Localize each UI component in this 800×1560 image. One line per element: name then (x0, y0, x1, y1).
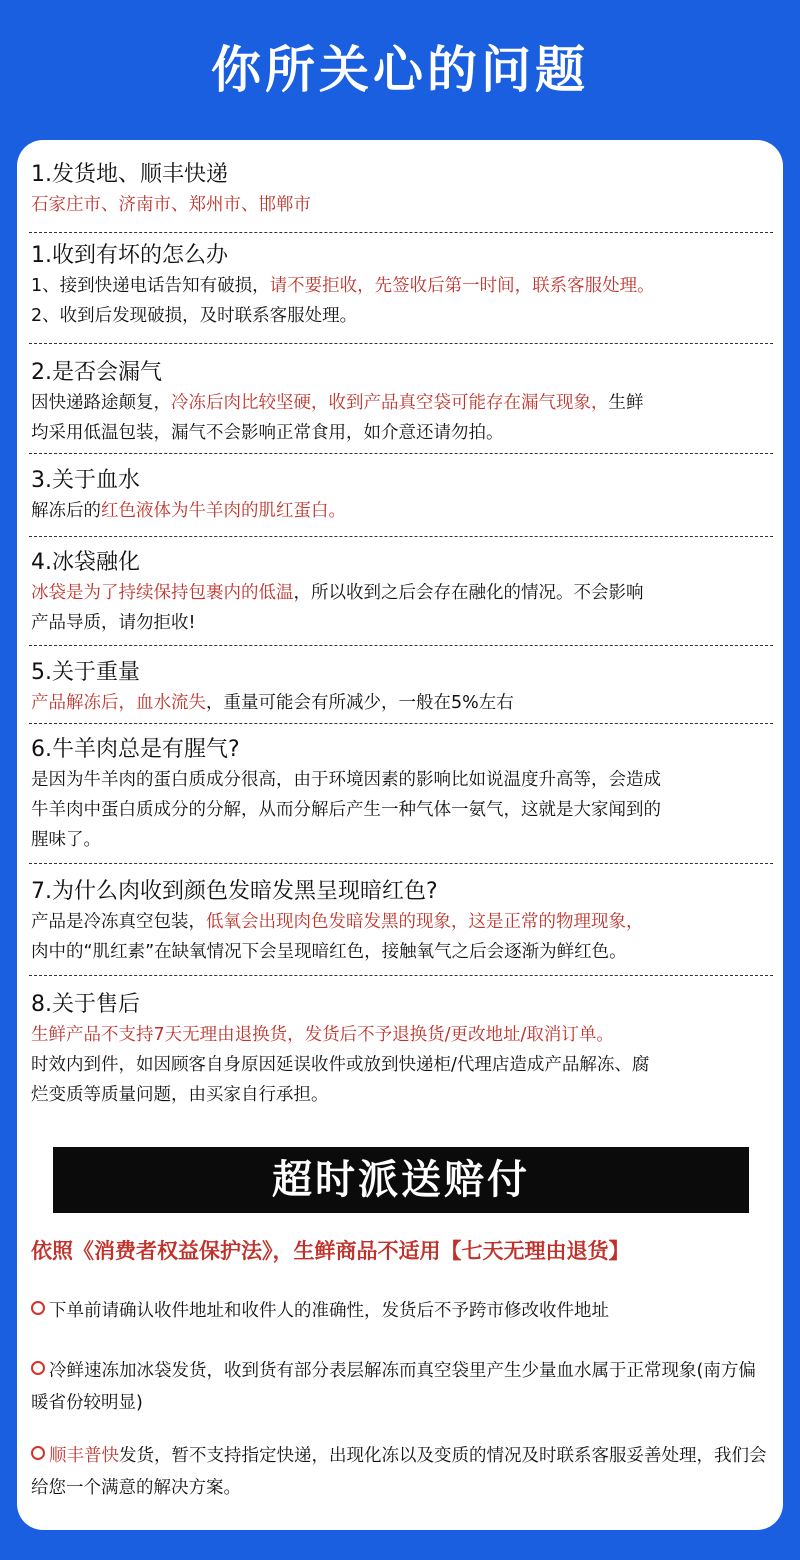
faq-text: 烂变质等质量问题，由买家自行承担。 (31, 1085, 329, 1105)
faq-item-after-sales (31, 990, 773, 1110)
faq-text: 均采用低温包装，漏气不会影响正常食用，如介意还请勿拍。 (31, 423, 504, 443)
faq-line (31, 1020, 773, 1050)
note-address (31, 1295, 773, 1327)
faq-item-damaged (31, 241, 773, 331)
faq-line (31, 271, 773, 301)
faq-text: 产品是冷冻真空包装， (31, 912, 206, 932)
dashed-divider (29, 536, 773, 537)
faq-line (31, 190, 773, 220)
faq-line (31, 1050, 773, 1080)
faq-line (31, 1080, 773, 1110)
faq-line (31, 907, 773, 937)
faq-line (31, 418, 773, 448)
dashed-divider (29, 975, 773, 976)
faq-item-air-leak (31, 358, 773, 448)
faq-line (31, 825, 773, 855)
faq-title: 5.关于重量 (31, 660, 140, 685)
faq-line (31, 301, 773, 331)
overtime-compensation-banner: 超时派送赔付 (53, 1147, 749, 1213)
note-text: 发货，暂不支持指定快递，出现化冻以及变质的情况及时联系客服妥善处理，我们会给您一个满意的解决方案。 (31, 1446, 767, 1498)
faq-text-red: 石家庄市、济南市、郑州市、邯郸市 (31, 195, 311, 215)
faq-text: 1、接到快递电话告知有破损， (31, 276, 270, 296)
dashed-divider (29, 453, 773, 454)
faq-text: 是因为牛羊肉的蛋白质成分很高，由于环境因素的影响比如说温度升高等，会造成 (31, 770, 661, 790)
faq-title: 1.发货地、顺丰快递 (31, 162, 228, 187)
faq-line (31, 765, 773, 795)
note-text-red: 顺丰普快 (49, 1446, 119, 1466)
faq-item-shipping-origin (31, 160, 773, 220)
dashed-divider (29, 343, 773, 344)
faq-text: 肉中的“肌红素”在缺氧情况下会呈现暗红色，接触氧气之后会逐渐为鲜红色。 (31, 942, 627, 962)
faq-text-red: 低氧会出现肉色发暗发黑的现象，这是正常的物理现象， (206, 912, 644, 932)
faq-item-ice-pack (31, 548, 773, 638)
dashed-divider (29, 863, 773, 864)
dashed-divider (29, 232, 773, 233)
faq-text: ，重量可能会有所减少，一般在5%左右 (206, 693, 514, 713)
faq-title: 3.关于血水 (31, 468, 140, 493)
page-title: 你所关心的问题 (211, 41, 589, 99)
faq-title: 4.冰袋融化 (31, 550, 140, 575)
consumer-law-notice: 依照《消费者权益保护法》，生鲜商品不适用【七天无理由退货】 (31, 1239, 630, 1263)
faq-text: 腥味了。 (31, 830, 101, 850)
faq-item-blood-water (31, 466, 773, 526)
note-text: 下单前请确认收件地址和收件人的准确性，发货后不予跨市修改收件地址 (49, 1301, 609, 1321)
note-thawing (31, 1355, 773, 1419)
faq-line (31, 388, 773, 418)
faq-line (31, 578, 773, 608)
faq-line (31, 937, 773, 967)
faq-text: 牛羊肉中蛋白质成分的分解，从而分解后产生一种气体一氨气，这就是大家闻到的 (31, 800, 661, 820)
faq-text: 生鲜 (608, 393, 644, 413)
faq-text: ，所以收到之后会存在融化的情况。不会影响 (293, 583, 644, 603)
faq-text-red: 请不要拒收，先签收后第一时间，联系客服处理。 (269, 276, 655, 296)
circle-bullet-icon (31, 1301, 45, 1315)
faq-text-red: 生鲜产品不支持7天无理由退换货，发货后不予退换货/更改地址/取消订单。 (31, 1025, 614, 1045)
faq-text: 产品导质，请勿拒收! (31, 613, 196, 633)
faq-item-weight (31, 658, 773, 718)
faq-title: 6.牛羊肉总是有腥气? (31, 737, 240, 762)
faq-title: 8.关于售后 (31, 992, 140, 1017)
faq-text-red: 冰袋是为了持续保持包裹内的低温 (31, 583, 294, 603)
faq-text-red: 红色液体为牛羊肉的肌红蛋白。 (101, 501, 346, 521)
faq-text: 解冻后的 (31, 501, 101, 521)
faq-line (31, 795, 773, 825)
faq-text-red: 冷冻后肉比较坚硬，收到产品真空袋可能存在漏气现象， (171, 393, 609, 413)
circle-bullet-icon (31, 1446, 45, 1460)
faq-line (31, 496, 773, 526)
faq-title: 2.是否会漏气 (31, 360, 162, 385)
faq-line (31, 608, 773, 638)
faq-card (17, 140, 783, 1530)
faq-item-odor (31, 735, 773, 855)
dashed-divider (29, 723, 773, 724)
dashed-divider (29, 645, 773, 646)
note-courier (31, 1440, 773, 1504)
faq-text: 因快递路途颠复， (31, 393, 171, 413)
faq-text: 2、收到后发现破损，及时联系客服处理。 (31, 306, 358, 326)
note-text: 冷鲜速冻加冰袋发货，收到货有部分表层解冻而真空袋里产生少量血水属于正常现象(南方偏暖省份较明显) (31, 1361, 756, 1413)
faq-title: 7.为什么肉收到颜色发暗发黑呈现暗红色? (31, 879, 438, 904)
faq-item-dark-color (31, 877, 773, 967)
faq-text-red: 产品解冻后，血水流失 (31, 693, 206, 713)
faq-line (31, 688, 773, 718)
circle-bullet-icon (31, 1361, 45, 1375)
faq-title: 1.收到有坏的怎么办 (31, 243, 228, 268)
faq-text: 时效内到件，如因顾客自身原因延误收件或放到快递柜/代理店造成产品解冻、腐 (31, 1055, 650, 1075)
